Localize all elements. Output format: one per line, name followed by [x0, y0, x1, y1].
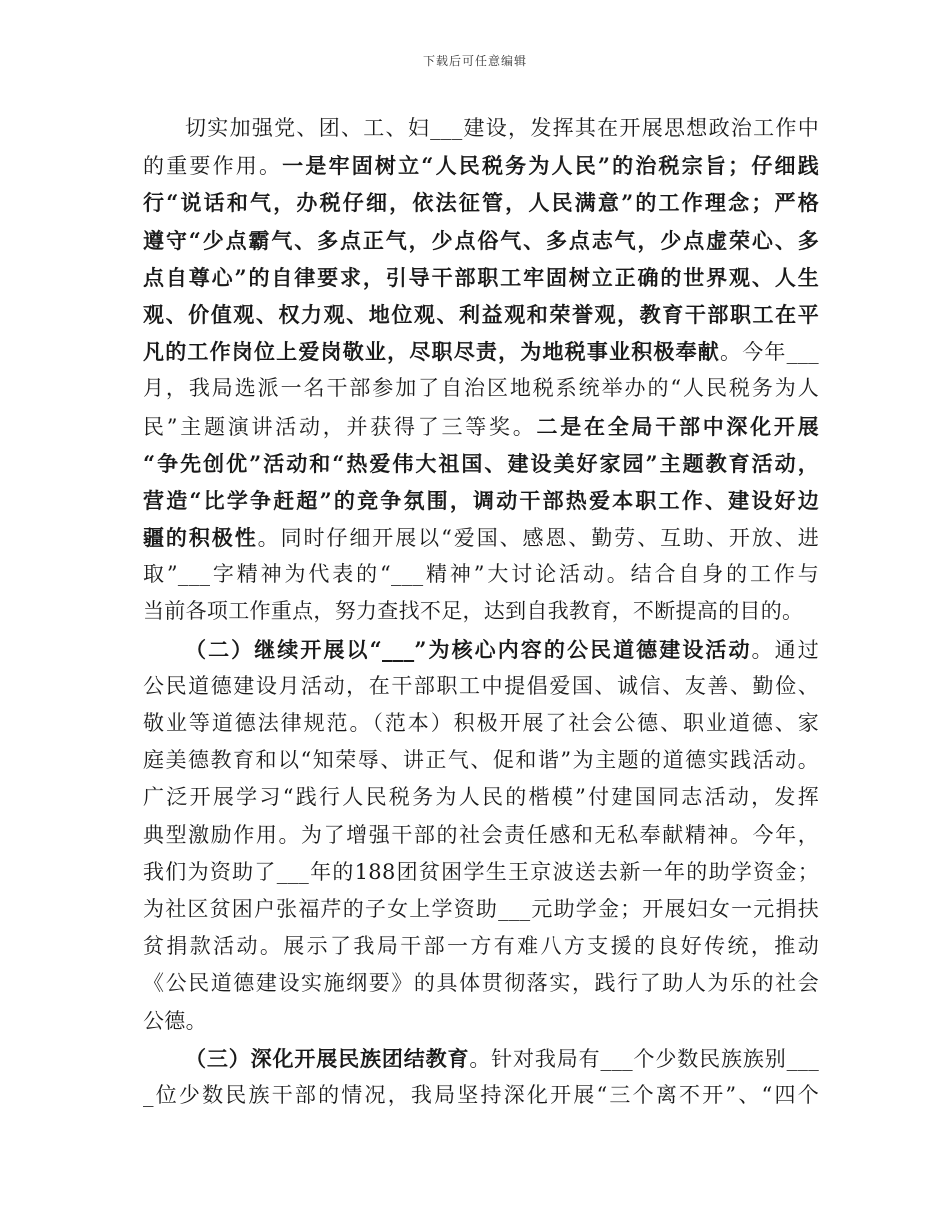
- text-line: [143, 147, 819, 184]
- text-line: [143, 1003, 819, 1040]
- text-line: [143, 891, 819, 928]
- bold-text-run: 行“说话和气，办税仔细，依法征管，人民满意”的工作理念；严格: [143, 190, 819, 216]
- text-line: [143, 742, 819, 779]
- text-line: [143, 296, 819, 333]
- bold-text-run: “争先创优”活动和“热爱伟大祖国、建设美好家园”主题教育活动，: [143, 450, 819, 476]
- text-line: [143, 184, 819, 221]
- text-line: [143, 222, 819, 259]
- text-line: [143, 705, 819, 742]
- bold-text-run: 点自尊心”的自律要求，引导干部职工牢固树立正确的世界观、人生: [143, 264, 819, 290]
- text-line: [143, 259, 819, 296]
- text-run: 当前各项工作重点，努力查找不足，达到自我教育，不断提高的目的。: [143, 599, 804, 624]
- bold-text-run: 营造“比学争赶超”的竞争氛围，调动干部热爱本职工作、建设好边: [143, 487, 819, 513]
- text-run: 为社区贫困户张福芹的子女上学资助___元助学金；开展妇女一元捐扶: [143, 896, 819, 921]
- bold-text-run: 一是牢固树立“人民税务为人民”的治税宗旨；仔细践: [282, 153, 819, 179]
- text-run: 典型激励作用。为了增强干部的社会责任感和无私奉献精神。今年，: [143, 822, 819, 847]
- text-line: [143, 928, 819, 965]
- text-line: [143, 408, 819, 445]
- text-line: [143, 631, 819, 668]
- bold-text-run: （三）深化开展民族团结教育: [185, 1045, 470, 1071]
- text-line: [143, 593, 819, 630]
- text-line: [143, 779, 819, 816]
- text-run: 《公民道德建设实施纲要》的具体贯彻落实，践行了助人为乐的社会: [143, 971, 819, 996]
- text-line: [143, 817, 819, 854]
- text-run: 敬业等道德法律规范。（范本）积极开展了社会公德、职业道德、家: [143, 711, 819, 735]
- text-line: [143, 445, 819, 482]
- text-run: 的重要作用。: [143, 154, 283, 179]
- text-line: [143, 556, 819, 593]
- text-run: 月，我局选派一名干部参加了自治区地税系统举办的“人民税务为人: [143, 376, 819, 401]
- text-line: [143, 333, 819, 370]
- bold-text-run: 遵守“少点霸气、多点正气，少点俗气、多点志气，少点虚荣心、多: [143, 227, 819, 253]
- text-run: 民”主题演讲活动，并获得了三等奖。: [143, 414, 537, 439]
- text-line: [143, 854, 819, 891]
- bold-text-run: 二是在全局干部中深化开展: [536, 413, 819, 439]
- text-run: 公民道德建设月活动，在干部职工中提倡爱国、诚信、友善、勤俭、: [143, 673, 819, 698]
- text-run: 庭美德教育和以“知荣辱、讲正气、促和谐”为主题的道德实践活动。: [143, 748, 819, 773]
- text-run: 。同时仔细开展以“爱国、感恩、勤劳、互助、开放、进: [257, 526, 820, 551]
- text-run: 。通过: [751, 637, 819, 662]
- text-line: [143, 965, 819, 1002]
- text-run: 公德。: [143, 1008, 207, 1033]
- text-line: [143, 519, 819, 556]
- text-run: 我们为资助了___年的188团贫困学生王京波送去新一年的助学资金；: [143, 859, 819, 884]
- text-run: 贫捐款活动。展示了我局干部一方有难八方支援的良好传统，推动: [143, 934, 819, 959]
- text-line: [143, 482, 819, 519]
- bold-text-run: 疆的积极性: [143, 525, 258, 551]
- bold-text-run: 凡的工作岗位上爱岗敬业，尽职尽责，为地税事业积极奉献: [143, 339, 720, 365]
- text-run: _位少数民族干部的情况，我局坚持深化开展“三个离不开”、“四个: [143, 1082, 819, 1107]
- text-run: 。针对我局有___个少数民族族别___: [469, 1046, 819, 1071]
- text-line: [143, 370, 819, 407]
- text-run: 。今年___: [720, 340, 819, 365]
- text-line: [143, 1077, 819, 1114]
- text-run: 取”___字精神为代表的“___精神”大讨论活动。结合自身的工作与: [143, 562, 819, 587]
- text-line: [143, 1040, 819, 1077]
- text-run: 切实加强党、团、工、妇___建设，发挥其在开展思想政治工作中: [185, 116, 819, 140]
- bold-text-run: 观、价值观、权力观、地位观、利益观和荣誉观，教育干部职工在平: [143, 301, 819, 327]
- document-body: [143, 110, 819, 1114]
- text-line: [143, 668, 819, 705]
- text-line: [143, 110, 819, 147]
- text-run: 广泛开展学习“践行人民税务为人民的楷模”付建国同志活动，发挥: [143, 785, 819, 810]
- bold-text-run: （二）继续开展以“___”为核心内容的公民道德建设活动: [185, 636, 752, 662]
- header-note: 下载后可任意编辑: [422, 54, 527, 68]
